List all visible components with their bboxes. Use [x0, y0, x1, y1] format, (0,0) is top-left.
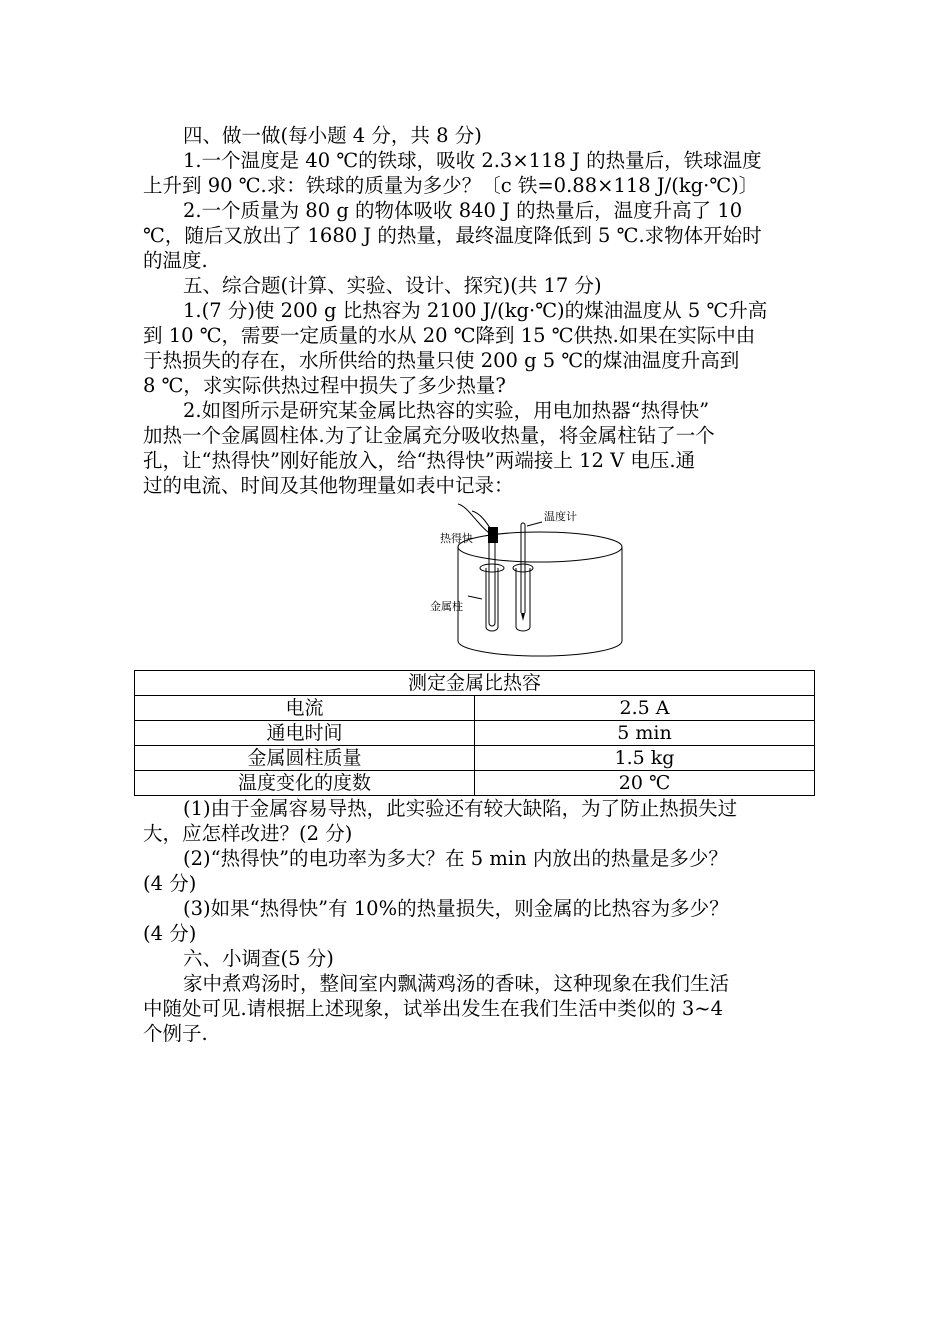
thermometer-label: 温度计	[544, 510, 577, 523]
sub-question-2-line: (2)“热得快”的电功率为多大？在 5 min 内放出的热量是多少？	[183, 847, 728, 870]
table-value: 1.5 kg	[475, 746, 815, 771]
sub-question-1-line: (1)由于金属容易导热，此实验还有较大缺陷，为了防止热损失过	[183, 797, 738, 820]
sec4-q2-line: 2.一个质量为 80 g 的物体吸收 840 J 的热量后，温度升高了 10	[183, 199, 743, 222]
sec5-q1-line: 8 ℃，求实际供热过程中损失了多少热量?	[143, 374, 506, 397]
table-row	[135, 771, 815, 796]
table-row	[135, 696, 815, 721]
sec5-q2-line: 2.如图所示是研究某金属比热容的实验，用电加热器“热得快”	[183, 399, 710, 422]
section-6-title: 六、小调查(5 分)	[183, 947, 334, 970]
sec6-line: 家中煮鸡汤时，整间室内飘满鸡汤的香味，这种现象在我们生活	[183, 972, 730, 995]
section-5-title: 五、综合题(计算、实验、设计、探究)(共 17 分)	[183, 274, 602, 297]
table-value: 20 ℃	[475, 771, 815, 796]
sec5-q2-line: 加热一个金属圆柱体.为了让金属充分吸收热量，将金属柱钻了一个	[143, 424, 715, 447]
sec5-q1-line: 于热损失的存在，水所供给的热量只使 200 g 5 ℃的煤油温度升高到	[143, 349, 740, 372]
table-key: 金属圆柱质量	[135, 746, 475, 771]
heater-label: 热得快	[440, 532, 473, 545]
table-title-row	[135, 671, 815, 696]
cylinder-label: 金属柱	[430, 600, 463, 613]
sec4-q1-line: 上升到 90 ℃.求：铁球的质量为多少？〔c 铁=0.88×118 J/(kg·℃)〕	[143, 174, 759, 197]
table-value: 2.5 A	[475, 696, 815, 721]
table-title: 测定金属比热容	[135, 671, 815, 696]
table-key: 温度变化的度数	[135, 771, 475, 796]
table-row	[135, 721, 815, 746]
heater-block	[488, 527, 498, 543]
sec6-line: 个例子.	[143, 1022, 208, 1045]
table-row	[135, 746, 815, 771]
sub-question-1-line: 大，应怎样改进？(2 分)	[143, 822, 353, 845]
sec5-q1-line: 到 10 ℃，需要一定质量的水从 20 ℃降到 15 ℃供热.如果在实际中由	[143, 324, 756, 347]
sec5-q2-line: 孔，让“热得快”刚好能放入，给“热得快”两端接上 12 V 电压.通	[143, 449, 696, 472]
sec5-q2-line: 过的电流、时间及其他物理量如表中记录：	[143, 474, 514, 497]
table-key: 通电时间	[135, 721, 475, 746]
table-key: 电流	[135, 696, 475, 721]
table-value: 5 min	[475, 721, 815, 746]
sec4-q2-line: ℃，随后又放出了 1680 J 的热量，最终温度降低到 5 ℃.求物体开始时	[143, 224, 762, 247]
heater-cylinder-diagram	[438, 501, 678, 661]
measurement-table	[134, 670, 815, 796]
sub-question-3-line: (4 分)	[143, 922, 197, 945]
sec5-q1-line: 1.(7 分)使 200 g 比热容为 2100 J/(kg·℃)的煤油温度从 5 ℃升高	[183, 299, 768, 322]
sub-question-3-line: (3)如果“热得快”有 10%的热量损失，则金属的比热容为多少？	[183, 897, 729, 920]
experiment-figure	[430, 501, 678, 661]
sub-question-2-line: (4 分)	[143, 872, 197, 895]
sec6-line: 中随处可见.请根据上述现象，试举出发生在我们生活中类似的 3~4	[143, 997, 724, 1020]
document-body	[143, 123, 808, 1046]
sec4-q2-line: 的温度.	[143, 249, 208, 272]
section-4-title: 四、做一做(每小题 4 分，共 8 分)	[183, 124, 482, 147]
sec4-q1-line: 1.一个温度是 40 ℃的铁球，吸收 2.3×118 J 的热量后，铁球温度	[183, 149, 762, 172]
